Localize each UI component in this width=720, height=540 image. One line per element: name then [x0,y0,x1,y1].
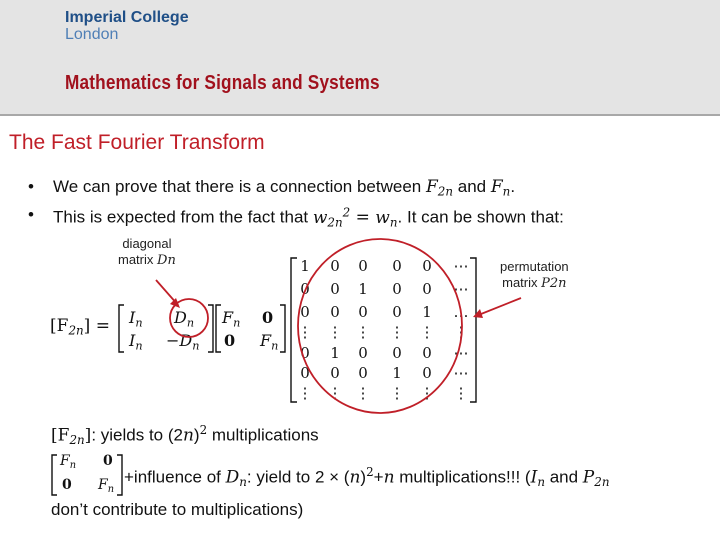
matrix-cell: 0 [300,364,310,382]
influence-text: +influence of [124,467,226,487]
matrix-cell: 0 [422,257,432,275]
matrix-cell: 0 [392,344,402,362]
math-sub-2n: 2n [437,184,454,199]
matrix-cell: 1 [330,344,340,362]
arrowhead-icon [473,309,483,318]
matrix-cell: ⋯ [453,280,469,298]
matrix-cell: ⋮ [297,323,313,341]
matrix-cell: 0 [300,344,310,362]
math-w: w [312,207,328,228]
sym-sub: n [107,483,115,495]
matrix-cell: ⋮ [419,384,435,402]
paren-close: ) [193,425,200,445]
bullet-1-and: and [457,177,487,196]
yield-line-3: don’t contribute to multiplications) [51,500,304,519]
slide-title: The Fast Fourier Transform [9,131,265,154]
sym-sub: n [271,339,279,353]
math-f: F [425,177,438,197]
plus-sign: + [373,467,384,487]
sym-sub: n [186,316,195,330]
matrix-cell: ⋯ [453,344,469,362]
matrix-cell: ⋯ [453,257,469,275]
sym-sub: 2n [594,475,610,490]
matrix-cell: 0 [330,303,340,321]
label-permutation: permutation [500,259,569,274]
sym-d: D [174,308,187,327]
bullet-1-period: . [510,177,516,196]
matrix-cell: ⋮ [327,323,343,341]
bracket-left [119,305,124,352]
block-r2c3: 0 [224,331,236,350]
matrix-cell: 1 [358,280,368,298]
label-p2n: P2n [541,276,567,291]
matrix-cell: … [453,303,469,321]
matrix-cell: 1 [422,303,432,321]
matrix-cell: ⋮ [419,323,435,341]
matrix-cell: ⋮ [389,323,405,341]
matrix-cell: 1 [392,364,402,382]
f2n-sub: 2n [69,433,85,448]
sym-sub: n [135,316,143,330]
yield-tail: multiplications!!! ( [394,467,531,487]
sup-2: 2 [366,465,374,479]
matrix-cell: 0 [392,280,402,298]
sym-f: F [222,308,234,327]
matrix-cell: 0 [422,280,432,298]
label-diagonal: diagonal [122,236,172,251]
label-dn: Dn [157,253,176,268]
matrix-cell: 1 [300,257,310,275]
matrix-cell: 0 [392,257,402,275]
matrix-cell: 0 [358,303,368,321]
matrix-cell: 0 [358,364,368,382]
sym-f: F [260,331,272,350]
yield-text: : yields to (2 [91,425,183,445]
bullet-dot: • [28,205,34,224]
sym-f: F [60,453,70,469]
f2n-close: ] [84,425,92,446]
matrix-cell: 0 [330,257,340,275]
bullet-1-sentence: We can prove that there is a connection between [53,177,422,196]
matrix-cell: ⋮ [453,384,469,402]
sym-minus-d: −D [166,331,193,350]
lhs-sub: 2n [68,323,84,338]
bullet-2-tail: . It can be shown that: [397,207,564,227]
matrix-cell: 0 [330,280,340,298]
logo-line-2: London [65,26,119,43]
math-sub-2n: 2n [327,215,343,230]
lhs-close: ] = [83,316,110,336]
bullet-dot: • [28,177,34,196]
sym-sub: n [69,459,77,471]
math-sub-n: n [502,184,511,199]
bracket-right [280,305,285,352]
matrix-cell: 0 [300,303,310,321]
matrix-cell: 0 [422,344,432,362]
bracket-right [117,455,122,495]
math-equals: = [350,207,376,228]
matrix-cell: ⋮ [355,323,371,341]
math-sup-2: 2 [342,205,351,219]
sym-p: P [582,467,595,488]
and-text: and [544,467,583,487]
matrix-cell: ⋯ [453,364,469,382]
f2n-open: [F [51,425,70,446]
matrix-cell: 0 [422,364,432,382]
yield-tail: multiplications [207,425,319,445]
math-w: w [375,207,390,228]
matrix-cell: ⋮ [453,323,469,341]
sym-n: n [349,467,361,488]
math-f: F [490,177,503,197]
matrix-cell: ⋮ [327,384,343,402]
logo-line-1: Imperial College [65,9,189,26]
sym-i: I [129,331,136,350]
sym-sub: n [239,475,247,490]
sym-sub: n [192,339,200,353]
yield-mid: : yield to 2 × ( [246,467,350,487]
math-sub-n: n [389,215,398,230]
small-m12: 0 [103,453,113,469]
block-r1c4: 0 [262,308,274,327]
bullet-2-sentence: This is expected from the fact that [53,207,309,227]
sym-i: I [530,467,538,488]
sym-n: n [182,425,194,446]
bracket-left [216,305,221,352]
matrix-cell: ⋮ [389,384,405,402]
sym-n: n [383,467,395,488]
sym-d: D [225,467,240,488]
matrix-cell: ⋮ [355,384,371,402]
matrix-cell: 0 [330,364,340,382]
label-matrix: matrix [502,275,538,290]
arrow-to-permutation [476,298,521,316]
matrix-cell: 0 [300,280,310,298]
sym-i: I [129,308,136,327]
matrix-cell: 0 [358,344,368,362]
sym-sub: n [537,475,545,490]
matrix-cell: ⋮ [297,384,313,402]
sym-sub: n [135,339,143,353]
bracket-left [52,455,57,495]
matrix-cell: 0 [358,257,368,275]
matrix-cell: 0 [392,303,402,321]
course-title: Mathematics for Signals and Systems [65,72,380,94]
bracket-right [208,305,213,352]
bracket-right [470,258,476,402]
sym-sub: n [233,316,241,330]
paren-close: ) [360,467,367,487]
sym-f: F [98,477,108,493]
bracket-left [291,258,297,402]
sup-2: 2 [199,423,208,437]
lhs-open: [F [50,316,69,336]
permutation-highlight-circle [298,239,462,413]
small-m21: 0 [62,477,72,493]
label-matrix: matrix [118,252,154,267]
